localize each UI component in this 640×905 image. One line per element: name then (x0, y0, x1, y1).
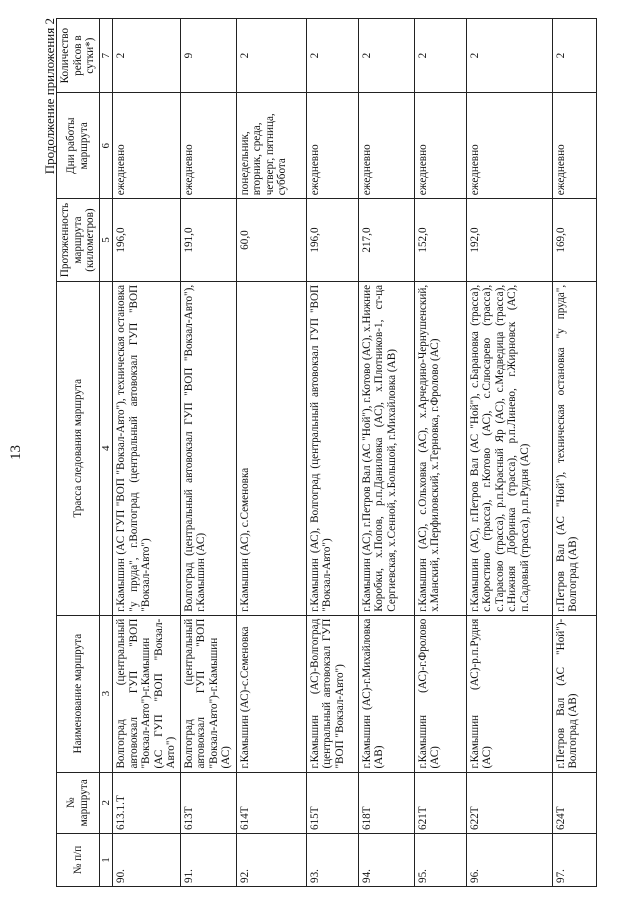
cell-route-name: г.Камышин (АС)-г.Фролово (АС) (414, 615, 466, 772)
cell-trips: 2 (552, 19, 596, 93)
cell-length: 152,0 (414, 199, 466, 282)
cell-trips: 2 (466, 19, 552, 93)
col-number: 1 (99, 834, 112, 887)
cell-length: 196,0 (306, 199, 358, 282)
cell-trips: 2 (112, 19, 180, 93)
cell-days: ежедневно (112, 93, 180, 199)
col-header-days: Дни работы маршрута (57, 93, 100, 199)
column-number-row (99, 19, 112, 887)
col-number: 4 (99, 281, 112, 615)
cell-days: ежедневно (180, 93, 236, 199)
cell-route-path: г.Камышин (АС), Волгоград (центральный автовокзал ГУП "ВОП "Вокзал-Авто") (306, 281, 358, 615)
cell-index: 92. (236, 834, 306, 887)
col-number: 2 (99, 772, 112, 833)
cell-route-path: г.Камышин (АС), с.Семеновка (236, 281, 306, 615)
cell-trips: 2 (414, 19, 466, 93)
col-number: 6 (99, 93, 112, 199)
cell-index: 93. (306, 834, 358, 887)
col-number: 3 (99, 615, 112, 772)
cell-route-name: г.Камышин (АС)-с.Семеновка (236, 615, 306, 772)
cell-route-path: г.Камышин (АС), г.Петров Вал (АС "Ной"), г.Котово (АС), х.Нижние Коробки, х.Попов, р.п.Даниловка (АС), х.Плотников-1, ст-ца Сергиевская, х.Сенной, х.Большой, г.Михайловка (АВ) (358, 281, 414, 615)
cell-index: 90. (112, 834, 180, 887)
cell-route-name: г.Камышин (АС)-г.Михайловка (АВ) (358, 615, 414, 772)
table-row (306, 19, 358, 887)
col-header-route-path: Трасса следования маршрута (57, 281, 100, 615)
cell-route-path: г.Камышин (АС), с.Ольховка (АС), х.Арчедино-Чернушенский, х.Манский, х.Перфиловский, х.Терновка, г.Фролово (АС) (414, 281, 466, 615)
cell-route-path: Волгоград (центральный автовокзал ГУП "ВОП "Вокзал-Авто"), г.Камышин (АС) (180, 281, 236, 615)
cell-trips: 2 (236, 19, 306, 93)
routes-table (56, 18, 597, 887)
cell-index: 96. (466, 834, 552, 887)
cell-trips: 2 (306, 19, 358, 93)
col-header-index: № п/п (57, 834, 100, 887)
col-header-trips: Количество рейсов в сутки*) (57, 19, 100, 93)
table-row (466, 19, 552, 887)
cell-days: ежедневно (466, 93, 552, 199)
table-header-row (57, 19, 100, 887)
cell-route-number: 622Т (466, 772, 552, 833)
cell-route-name: Волгоград (центральный автовокзал ГУП "ВОП "Вокзал-Авто")-г.Камышин (АС ГУП "ВОП "Вокзал-Авто") (112, 615, 180, 772)
appendix-note: Продолжение приложения 2 (42, 18, 57, 175)
cell-index: 97. (552, 834, 596, 887)
table-row (414, 19, 466, 887)
col-header-length: Протяженность маршрута (километров) (57, 199, 100, 282)
cell-days: понедельник, вторник, среда, четверг, пятница, суббота (236, 93, 306, 199)
cell-route-path: г.Камышин (АС), г.Петров Вал (АС "Ной"), с.Барановка (трасса), с.Коростино (трасса), г.Котово (АС), с.Слюсарево (трасса), с.Тарасово (трасса), р.п.Красный Яр (АС), с.Медведица (трасса), с.Нижняя Добринка (трасса), р.п.Линево, г.Жирновск (АС), п.Садовый (трасса), р.п.Рудня (АС) (466, 281, 552, 615)
cell-route-path: г.Петров Вал (АС "Ной"), техническая остановка "у пруда", Волгоград (АВ) (552, 281, 596, 615)
table-row (552, 19, 596, 887)
cell-route-number: 618Т (358, 772, 414, 833)
cell-length: 196,0 (112, 199, 180, 282)
cell-index: 94. (358, 834, 414, 887)
table-row (112, 19, 180, 887)
cell-route-number: 624Т (552, 772, 596, 833)
page-number: 13 (8, 445, 24, 460)
col-header-route-name: Наименование маршрута (57, 615, 100, 772)
col-number: 7 (99, 19, 112, 93)
cell-length: 60,0 (236, 199, 306, 282)
cell-index: 95. (414, 834, 466, 887)
cell-route-name: г.Петров Вал (АС "Ной")-Волгоград (АВ) (552, 615, 596, 772)
cell-trips: 2 (358, 19, 414, 93)
cell-length: 192,0 (466, 199, 552, 282)
cell-route-number: 613.1.Т (112, 772, 180, 833)
cell-route-number: 613Т (180, 772, 236, 833)
cell-index: 91. (180, 834, 236, 887)
cell-days: ежедневно (552, 93, 596, 199)
cell-route-number: 614Т (236, 772, 306, 833)
table-row (236, 19, 306, 887)
table-row (180, 19, 236, 887)
cell-route-name: г.Камышин (АС)-р.п.Рудня (АС) (466, 615, 552, 772)
table-row (358, 19, 414, 887)
cell-route-number: 615Т (306, 772, 358, 833)
cell-length: 169,0 (552, 199, 596, 282)
col-header-route-number: № маршрута (57, 772, 100, 833)
cell-trips: 9 (180, 19, 236, 93)
cell-route-number: 621Т (414, 772, 466, 833)
cell-days: ежедневно (306, 93, 358, 199)
cell-route-name: г.Камышин (АС)-Волгоград (центральный автовокзал ГУП "ВОП "Вокзал-Авто") (306, 615, 358, 772)
cell-length: 217,0 (358, 199, 414, 282)
col-number: 5 (99, 199, 112, 282)
cell-days: ежедневно (358, 93, 414, 199)
cell-days: ежедневно (414, 93, 466, 199)
cell-route-path: г.Камышин (АС ГУП "ВОП "Вокзал-Авто"), техническая остановка "у пруда", г.Волгоград (центральный автовокзал ГУП "ВОП "Вокзал-Авто") (112, 281, 180, 615)
cell-route-name: Волгоград (центральный автовокзал ГУП "ВОП "Вокзал-Авто")-г.Камышин (АС) (180, 615, 236, 772)
cell-length: 191,0 (180, 199, 236, 282)
